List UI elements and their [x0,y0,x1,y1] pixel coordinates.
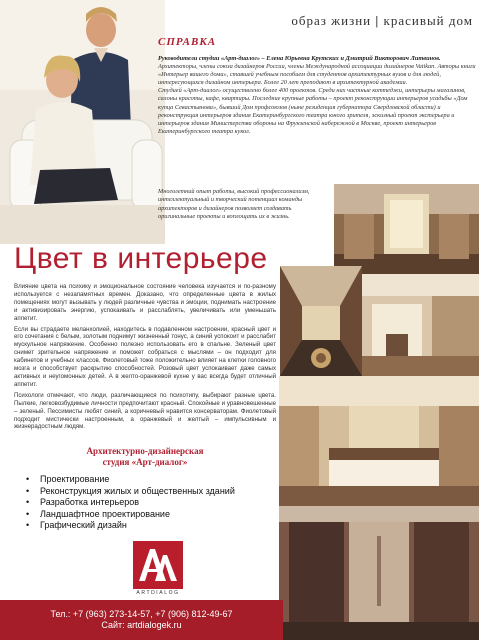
sidebar-para2: Студией «Арт-диалог» осуществлено более 400 проектов. Среди них частные коттеджи, интерьеры магазинов, салоны красоты, кафе, квартиры. Последние крупные работы – проект реконструкции интерьеров усадьбы «Дом купца Севастьянова», бывший Дом профсоюзов (ныне резиденция губернатора Свердловской области) и реконструкция интерьеров здания Екатеринбургского театра юного зрителя, эскизный проект экстерьера и интерьеров здания Министерства обороны на Фрунзенской набережной в Москве, проект интерьеров Екатеринбургского театра кукол. [158,87,468,135]
sidebar-text [158,55,476,136]
section-label-lifestyle: образ жизни [291,13,372,28]
sidebar-conclusion [158,188,328,222]
sidebar-title: СПРАВКА [158,36,217,48]
studio-title-line1: Архитектурно-дизайнерская [86,446,204,456]
section-label-home: красивый дом [383,13,473,28]
sidebar-para1: Архитекторы, члены союза дизайнеров России, члены Международной ассоциации дизайнеров Vatikan. Авторы книги «Интерьер вашего дома», ставшей учебным пособием для студентов архитектурных вузов и для людей, интересующихся дизайном интерьера. Более 20 лет преподают в архитектурной академии. [158,63,476,87]
section-separator: | [375,13,380,28]
list-item: • Графический дизайн [26,520,266,532]
interior-photo-hall [334,184,479,274]
interior-photo-corridor [280,266,362,376]
list-item: • Разработка интерьеров [26,497,266,509]
interior-photo-bedroom [279,376,479,506]
sidebar-para3: Многолетний опыт работы, высокий профессионализм, интеллектуальный и творческий потенциал команды архитекторов и дизайнеров позволяет создавать оригинальные проекты и воплощать их в жизнь. [158,188,310,221]
designers-photo [0,0,165,244]
studio-title [60,446,230,468]
interior-photo-wardrobe [279,506,479,640]
list-item: • Реконструкция жилых и общественных зданий [26,486,266,498]
article-paragraph-1: Влияние цвета на психику и эмоциональное состояние человека изучается и по-разному используется с незапамятных времен. Доказано, что определенные цвета в жилых помещениях могут вызывать у людей различные чувства и эмоции, поднимать настроение и активизировать энергию, успокаивать и расслаблять, увеличивать или уменьшать аппетит. [14,283,276,322]
article-title: Цвет в интерьере [14,242,268,275]
services-list [26,474,266,532]
article-paragraph-2: Если вы страдаете меланхолией, находитесь в подавленном настроении, красный цвет и его сочетания с белым, золотым поднимут жизненный тонус, а синий успокоит и расслабит мускульное напряжение. Особенно полезно использовать его в спальне. Зеленый цвет снимет зрительное напряжение и поможет собраться с мыслями – он подходит для кабинетов и учебных классов. Фиолетовый тоже положительно влияет на клетки головного мозга и способствует раскрытию способностей. Розовый цвет успокаивает даже самых активных и неугомонных детей. А в желто-оранжевой кухне у вас всегда будет отличный аппетит. [14,325,276,388]
list-item: • Ландшафтное проектирование [26,509,266,521]
contact-phone[interactable]: Тел.: +7 (963) 273-14-57, +7 (906) 812-49-67 [50,609,233,619]
list-item: • Проектирование [26,474,266,486]
studio-logo [133,541,183,589]
section-header [225,13,473,31]
logo-caption: ARTDIALOG [136,590,180,596]
article-body [14,283,276,434]
article-paragraph-3: Психологи отмечают, что люди, различающиеся по психотипу, выбирают разные цвета. Пылкие, легковозбудимые личности предпочитают красный. Спокойные и уравновешенные – зеленый. Пессимисты любят синий, а коричневый нравится консерваторам. Фиолетовый подходит мистически настроенным, а оранжевый и желтый – импульсивным и жизнерадостным людям. [14,391,276,431]
interior-photo-lobby [362,274,479,376]
contact-bar [0,600,283,640]
contact-website-link[interactable]: Сайт: artdialogek.ru [101,620,182,630]
sidebar-lead: Руководители студии «Арт-диалог» – Елена Юрьевна Крутских и Дмитрий Викторович Литвинов. [158,55,441,62]
studio-title-line2: студия «Арт-диалог» [102,457,188,467]
